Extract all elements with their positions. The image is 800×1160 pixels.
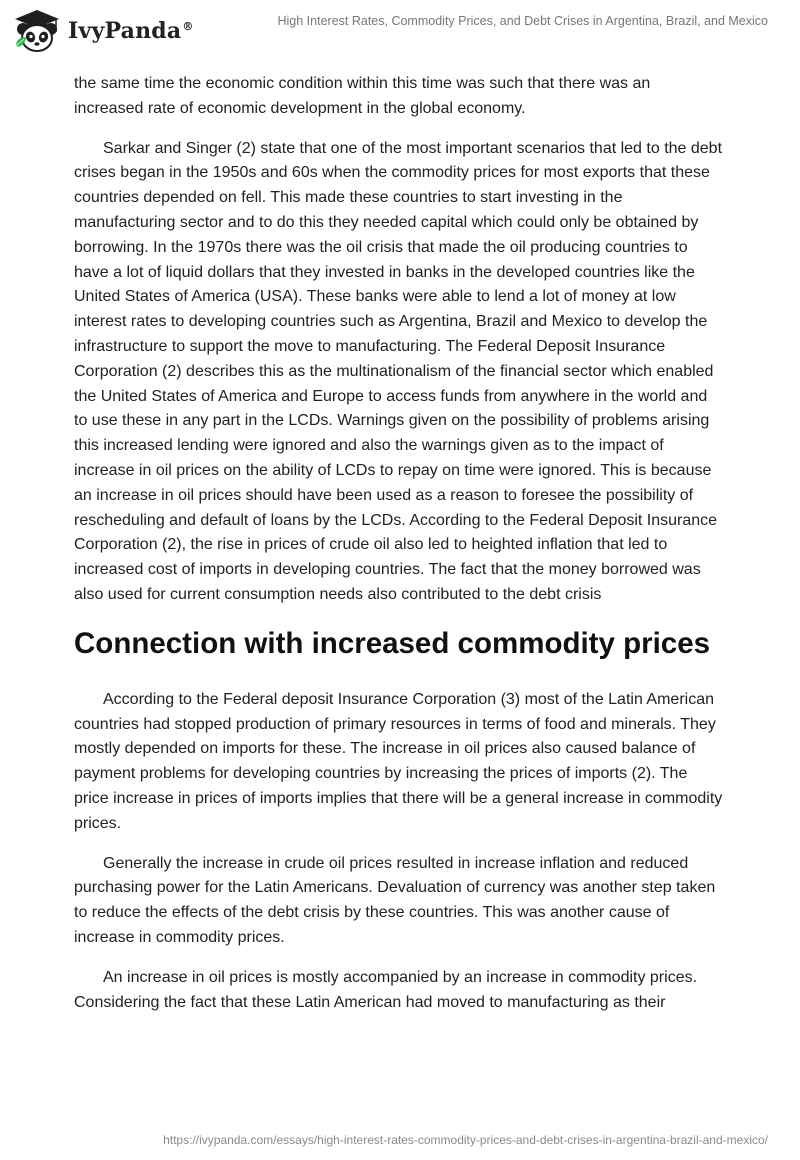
ivypanda-logo[interactable] (12, 8, 194, 54)
paragraph-3: According to the Federal deposit Insurance Corporation (3) most of the Latin American countries had stopped production of primary resources in terms of food and minerals. They mostly depended on imports for these. The increase in oil prices also caused balance of payment problems for developing countries by increasing the prices of imports (2). The price increase in prices of imports implies that there will be a general increase in commodity prices. (74, 690, 723, 832)
paragraph-5: An increase in oil prices is mostly accompanied by an increase in commodity prices. Considering the fact that these Latin American had moved to manufacturing as their (74, 968, 698, 1011)
paragraph-4: Generally the increase in crude oil prices resulted in increase inflation and reduced purchasing power for the Latin Americans. Devaluation of currency was another step taken to reduce the effects of the debt crisis by these countries. This was another cause of increase in commodity prices. (74, 854, 716, 946)
brand-name (68, 18, 194, 44)
document-title: High Interest Rates, Commodity Prices, and Debt Crises in Argentina, Brazil, and Mexico (277, 14, 768, 28)
source-url[interactable]: https://ivypanda.com/essays/high-interest-rates-commodity-prices-and-debt-crises-in-argentina-brazil-and-mexico/ (163, 1133, 768, 1147)
brand-label: IvyPanda (68, 18, 182, 44)
trademark-symbol: ® (182, 19, 194, 33)
panda-graduation-cap-icon (12, 8, 62, 54)
section-heading: Connection with increased commodity prices (74, 626, 711, 660)
essay-content (74, 72, 724, 1030)
paragraph-1: the same time the economic condition within this time was such that there was an increased rate of economic development in the global economy. (74, 75, 651, 117)
page-header (0, 0, 800, 60)
paragraph-2: Sarkar and Singer (2) state that one of the most important scenarios that led to the debt crises began in the 1950s and 60s when the commodity prices for most exports that these countries depended on fell. This made these countries to start investing in the manufacturing sector and to do this they needed capital which could only be obtained by borrowing. In the 1970s there was the oil crisis that made the oil producing countries to have a lot of liquid dollars that they invested in banks in the developed countries like the United States of America (USA). These banks were able to lend a lot of money at low interest rates to developing countries such as Argentina, Brazil and Mexico to develop the infrastructure to support the move to manufacturing. The Federal Deposit Insurance Corporation (2) describes this as the multinationalism of the financial sector which enabled the United States of America and Europe to access funds from anywhere in the world and to use these in any part in the LCDs. Warnings given on the possibility of problems arising this increased lending were ignored and also the warnings given as to the impact of increase in oil prices on the ability of LCDs to repay on time were ignored. This is because an increase in oil prices should have been used as a reason to foresee the possibility of rescheduling and default of loans by the LCDs. According to the Federal Deposit Insurance Corporation (2), the rise in prices of crude oil also led to heighted inflation that led to increased cost of imports in developing countries. The fact that the money borrowed was also used for current consumption needs also contributed to the debt crisis (74, 139, 723, 603)
